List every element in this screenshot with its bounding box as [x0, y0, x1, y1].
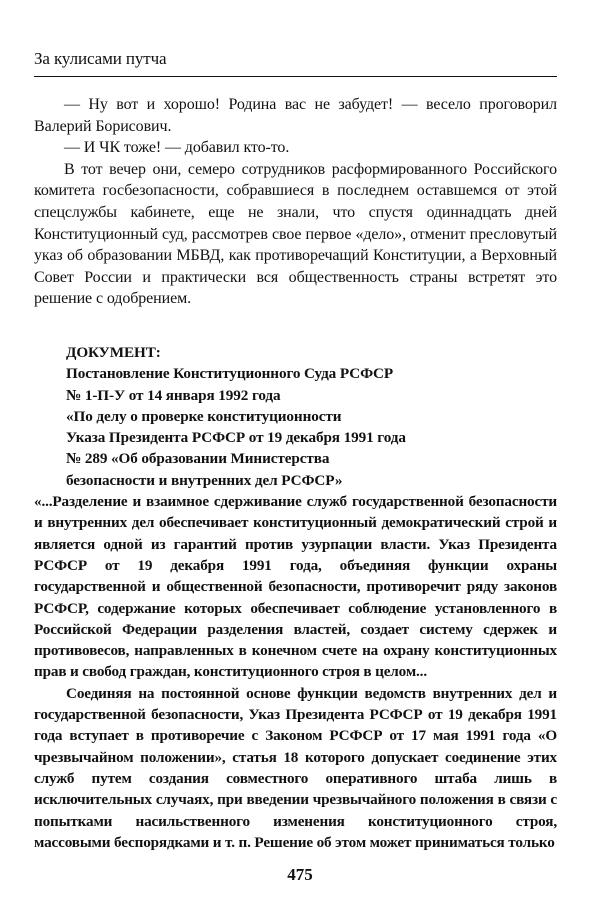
- document-heading-line: безопасности и внутренних дел РСФСР»: [66, 471, 343, 489]
- document-heading-line: Указа Президента РСФСР от 19 декабря 1991 года: [66, 429, 406, 447]
- document-block: [34, 342, 557, 853]
- dialogue-paragraph: — Ну вот и хорошо! Родина вас не забудет! — весело проговорил Валерий Борисович.: [34, 96, 557, 135]
- document-heading-line: «По делу о проверке конституционности: [66, 407, 342, 425]
- narrative-text: [34, 94, 557, 310]
- document-heading: [34, 342, 557, 491]
- running-title: За кулисами путча: [34, 49, 167, 68]
- document-heading-line: № 289 «Об образовании Министерства: [66, 450, 330, 468]
- document-paragraph: «...Разделение и взаимное сдерживание служб государственной безопасности и внутренних дел обеспечивает конституционный демократический строй и является одной из гарантий против узурпации власти. Указ Президента РСФСР от 19 декабря 1991 года, объединяя функции охраны государственной и общественной безопасности, противоречит ряду законов РСФСР, содержание которых обеспечивает соблюдение установленного в Российской Федерации разделения властей, создает систему сдержек и противовесов, направленных в конечном счете на охрану конституционных прав и свобод граждан, конституционного строя в целом...: [34, 493, 557, 681]
- page-number: 475: [287, 865, 313, 884]
- header-rule: [34, 76, 557, 77]
- document-heading-line: № 1-П-У от 14 января 1992 года: [66, 386, 281, 404]
- document-label: ДОКУМЕНТ:: [66, 344, 161, 361]
- document-heading-line: Постановление Конституционного Суда РСФСР: [66, 365, 394, 383]
- dialogue-paragraph: — И ЧК тоже! — добавил кто-то.: [64, 139, 290, 157]
- narrative-paragraph: В тот вечер они, семеро сотрудников расформированного Российского комитета госбезопасности, собравшиеся в последнем оставшемся от этой спецслужбы кабинете, еще не знали, что спустя одиннадцать дней Конституционный суд, рассмотрев свое первое «дело», отменит пресловутый указ об образовании МБВД, как противоречащий Конституции, а Верховный Совет России и практически вся общественность страны встретят это решение с одобрением.: [34, 160, 557, 308]
- document-paragraph: Соединяя на постоянной основе функции ведомств внутренних дел и государственной безопасности, Указ Президента РСФСР от 19 декабря 1991 года вступает в противоречие с Законом РСФСР от 17 мая 1991 года «О чрезвычайном положении», статья 18 которого допускает соединение этих служб путем создания совместного оперативного штаба лишь в исключительных случаях, при введении чрезвычайного положения в связи с попытками насильственного изменения конституционного строя, массовыми беспорядками и т. п. Решение об этом может приниматься только: [34, 684, 557, 851]
